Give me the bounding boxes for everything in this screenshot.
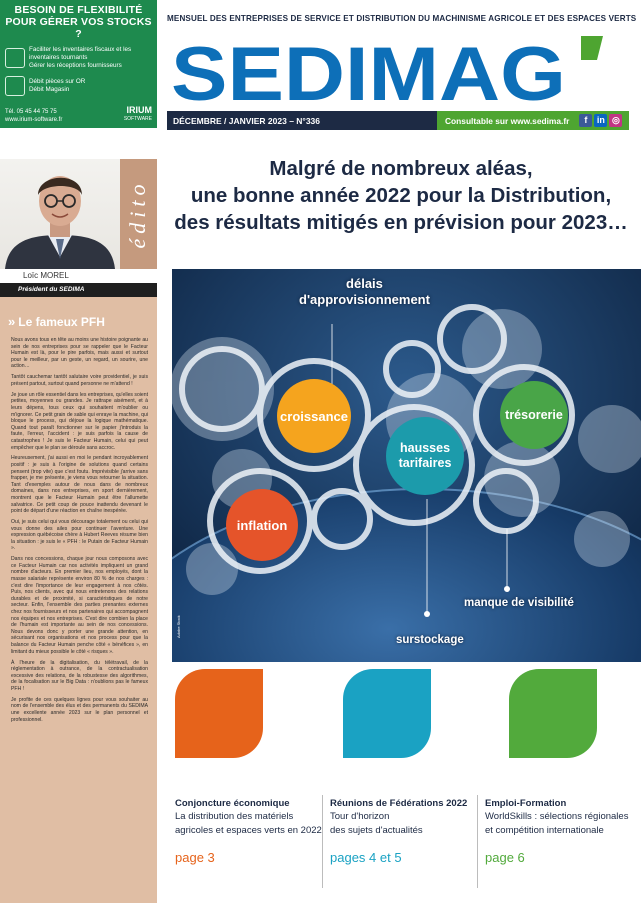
edito-paragraph: Heureusement, j'ai aussi en moi le pendant incroyablement positif : je suis à l'origine de solutions quand certains pensent (trop vite) que c'est foutu. Imprévisible j'arrive sans frapper, je me présente, je viens vous retourner la situation. Tant d'exemples autour de nous dans de nombreux domaines, dans nos entreprises, en sport dernièrement, montrent que le Facteur Humain peut être l'allumette salvatrice. Ce petit coup de pouce inattendu devenant le point de départ d'une réaction en chaîne inespérée. [11, 455, 148, 515]
teaser-title-3[interactable]: Emploi-Formation [485, 798, 567, 809]
edito-paragraph: À l'heure de la digitalisation, du télétravail, de la réglementation à outrance, de la contractualisation excessive des relations, de la robustesse des algorithmes, de la focalisation sur le Big Data : n'oublions pas le fameux PFH ! [11, 659, 148, 692]
main-headline[interactable] [170, 155, 632, 236]
double-chevron-icon: » [8, 314, 16, 329]
ad-line-3: Débit pièces sur OR [29, 78, 86, 85]
teaser-tile-emploi[interactable] [509, 669, 597, 758]
ad-website[interactable]: www.irium-software.fr [5, 116, 63, 123]
bubble-tresorerie: trésorerie [500, 381, 568, 449]
svg-text:SEDIMAG: SEDIMAG [171, 32, 566, 110]
bubble-hausses: hausses tarifaires [386, 417, 464, 495]
teaser-sub-2: Tour d'horizon des sujets d'actualités [330, 811, 423, 836]
teaser-sub-1: La distribution des matériels agricoles et espaces verts en 2022 [175, 811, 322, 836]
inventory-icon [5, 48, 25, 68]
label-visibilite: manque de visibilité [464, 597, 574, 609]
instagram-icon[interactable]: ◎ [609, 114, 622, 127]
ad-phone: Tél. 05 45 44 75 75 [5, 109, 57, 115]
irium-logo: IRIUM SOFTWARE [123, 105, 152, 122]
teaser-sub-3: WorldSkills : sélections régionales et compétition internationale [485, 811, 629, 836]
headline-line-1: Malgré de nombreux aléas, [269, 157, 533, 180]
author-name: Loïc MOREL [0, 269, 157, 283]
teaser-title-1[interactable]: Conjoncture économique [175, 798, 290, 809]
divider [477, 795, 478, 888]
teaser-tile-conjoncture[interactable] [175, 669, 263, 758]
ad-line-2: Gérer les réceptions fournisseurs [29, 62, 122, 69]
edito-paragraph: Je joue un rôle essentiel dans les entreprises, qu'elles soient petites, moyennes ou grandes. Je rattrape aisément, et à leurs dépens, tous ceux qui souhaitent m'oublier ou m'ignorer. Ce petit grain de sable qui enraye la machine, qui bloque le process, qui déjoue la logique mathématique. Quand tout paraît fonctionner sur le papier j'introduis la faute, l'erreur, l'accident : je suis parfois la cause de catastrophes ! Je suis le Facteur Humain, celui qui peut empêcher que le plan se déroule sans accroc. [11, 391, 148, 451]
bubble-croissance: croissance [277, 379, 351, 453]
issue-bar [167, 111, 629, 130]
consult-link[interactable]: Consultable sur www.sedima.fr [445, 115, 570, 126]
edito-paragraph: Je profite de ces quelques lignes pour vous souhaiter au nom de l'ensemble des élus et des permanents du SEDIMA une excellente année 2023 sur le plan personnel et professionnel. [11, 696, 148, 723]
scanner-icon [5, 76, 25, 96]
teaser-page-2[interactable]: pages 4 et 5 [330, 850, 402, 865]
headline-line-2: une bonne année 2022 pour la Distribution, [190, 184, 612, 207]
ad-line-1: Faciliter les inventaires fiscaux et les inventaires tournants [29, 46, 132, 61]
edito-body [11, 337, 148, 727]
bubble-inflation: inflation [226, 489, 298, 561]
ad-line-4: Débit Magasin [29, 86, 70, 93]
ad-headline: BESOIN DE FLEXIBILITÉ POUR GÉRER VOS STOCKS ? [5, 4, 152, 40]
hero-illustration [172, 269, 641, 662]
divider [322, 795, 323, 888]
facebook-icon[interactable]: f [579, 114, 592, 127]
label-surstockage: surstockage [396, 634, 464, 646]
sedimag-logo [163, 30, 618, 110]
masthead-tagline: MENSUEL DES ENTREPRISES DE SERVICE ET DISTRIBUTION DU MACHINISME AGRICOLE ET DES ESPACES VERTS [167, 14, 637, 23]
ad-feature-1 [5, 46, 152, 70]
author-role: Président du SEDIMA [0, 283, 157, 297]
issue-info: DÉCEMBRE / JANVIER 2023 – N°336 [173, 115, 321, 126]
teaser-page-1[interactable]: page 3 [175, 850, 215, 865]
edito-paragraph: Dans nos concessions, chaque jour nous composons avec ce Facteur Humain car nos activités impliquent un grand nombre d'acteurs. En premier lieu, nos employés, dont la masse salariale représente environ 80 % de nos charges : c'est dire l'importance de leur engagement à nos côtés. Puis, nos clients, avec qui nous entretenons des relations durables et de proximité, si caractéristiques de notre secteur. Enfin, l'ensemble des parties prenantes externes chez nos fournisseurs et nos partenaires qui accompagnent nos équipes et nos entreprises. C'est dire combien la place de l'humain est importante au sein de nos concessions. Nous devons donc y porter une grande attention, en sécurisant nos organisations et nos process pour que la balance du Facteur Humain penche côté « bénéfices », en limitant du mieux possible le côté « risques ». [11, 556, 148, 655]
consult-bar [437, 111, 629, 130]
label-delais: délais d'approvisionnement [299, 276, 430, 307]
teaser-tile-federations[interactable] [343, 669, 431, 758]
apostrophe-mark [581, 36, 603, 60]
photo-credit: Adobe Stock [176, 615, 181, 638]
edito-paragraph: Tantôt cauchemar tantôt salutaire voire providentiel, je suis présent partout, surtout quand personne ne m'attend ! [11, 374, 148, 387]
ad-feature-2 [5, 76, 152, 96]
author-photo [0, 159, 120, 269]
edito-paragraph: Oui, je suis celui qui vous décourage totalement ou celui qui vous donne des ailes pour continuer l'aventure. Une expression québécoise chère à Hubert Reeves résume bien la situation : je suis le « PFH : le Putain de Facteur Humain ». [11, 519, 148, 552]
teaser-page-3[interactable]: page 6 [485, 850, 525, 865]
linkedin-icon[interactable]: in [594, 114, 607, 127]
advertisement[interactable] [0, 0, 157, 128]
edito-title: » Le fameux PFH [8, 314, 105, 329]
edito-label: édito [125, 179, 150, 249]
edito-paragraph: Nous avons tous en tête au moins une histoire poignante au sein de nos entreprises pour se rappeler que le Facteur Humain est là, pour le pire parfois, mais aussi et surtout pour le meilleur, par un geste, un regard, un sourire, une action… [11, 337, 148, 370]
teaser-title-2[interactable]: Réunions de Fédérations 2022 [330, 798, 468, 809]
headline-line-3: des résultats mitigés en prévision pour 2023… [174, 211, 628, 234]
